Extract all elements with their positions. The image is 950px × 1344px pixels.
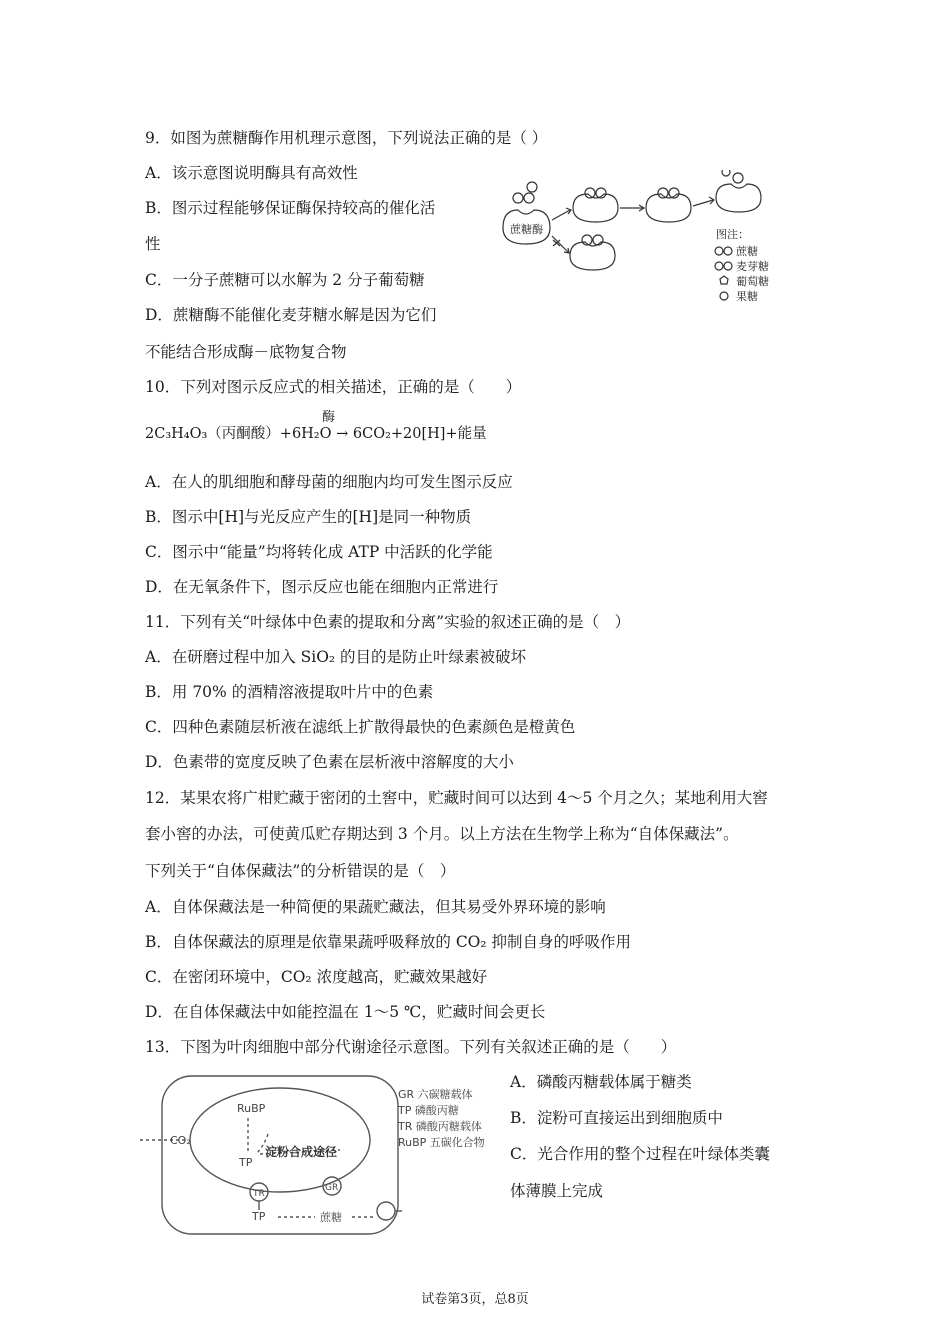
- rubp-label: RuBP: [237, 1102, 266, 1115]
- tp-label-inner: TP: [239, 1156, 253, 1169]
- sucrose-label: 蔗糖: [320, 1211, 342, 1224]
- tr-label: TR: [253, 1189, 265, 1199]
- q10-enzyme-label: 酶: [322, 410, 336, 425]
- legend-gr: GR 六碳糖载体: [398, 1088, 473, 1101]
- q11-option-c: C．四种色素随层析液在滤纸上扩散得最快的色素颜色是橙黄色: [145, 718, 576, 736]
- q9-option-c: C．一分子蔗糖可以水解为 2 分子葡萄糖: [145, 271, 425, 289]
- legend-rubp: RuBP 五碳化合物: [398, 1136, 485, 1149]
- legend-tp: TP 磷酸丙糖: [398, 1104, 459, 1117]
- page-footer: 试卷第3页，总8页: [421, 1292, 529, 1307]
- starch-path-label: 淀粉合成途径: [265, 1145, 338, 1159]
- q13-option-b: B．淀粉可直接运出到细胞质中: [510, 1109, 723, 1127]
- q11-option-b: B．用 70% 的酒精溶液提取叶片中的色素: [145, 683, 434, 701]
- legend-title: 图注：: [716, 228, 749, 241]
- q9-enzyme-diagram: [498, 170, 788, 310]
- q10-option-c: C．图示中“能量”均将转化成 ATP 中活跃的化学能: [145, 543, 493, 561]
- q9-option-b: B．图示过程能够保证酶保持较高的催化活: [145, 199, 436, 217]
- q9-option-d: D．蔗糖酶不能催化麦芽糖水解是因为它们: [145, 306, 437, 324]
- enzyme-label: 蔗糖酶: [510, 223, 543, 236]
- q11-stem: 11．下列有关“叶绿体中色素的提取和分离”实验的叙述正确的是（ ）: [145, 613, 631, 631]
- q13-option-a: A．磷酸丙糖载体属于糖类: [510, 1073, 692, 1091]
- q10-option-a: A．在人的肌细胞和酵母菌的细胞内均可发生图示反应: [145, 473, 513, 491]
- q12-stem-line3: 下列关于“自体保藏法”的分析错误的是（ ）: [145, 862, 456, 880]
- q10-option-b: B．图示中[H]与光反应产生的[H]是同一种物质: [145, 508, 472, 526]
- q9-option-b-cont: 性: [145, 235, 161, 253]
- q9-stem: 9．如图为蔗糖酶作用机理示意图，下列说法正确的是（ ）: [145, 129, 548, 147]
- q11-option-a: A．在研磨过程中加入 SiO₂ 的目的是防止叶绿素被破坏: [145, 648, 527, 666]
- q11-option-d: D．色素带的宽度反映了色素在层析液中溶解度的大小: [145, 753, 514, 771]
- legend-tr: TR 磷酸丙糖载体: [398, 1120, 482, 1133]
- tp-label-outer: TP: [252, 1210, 266, 1223]
- legend-sucrose: 蔗糖: [736, 245, 758, 258]
- legend-glucose: 葡萄糖: [736, 275, 769, 288]
- legend-fructose: 果糖: [736, 290, 758, 303]
- legend-maltose: 麦芽糖: [736, 260, 769, 273]
- q10-equation: 2C₃H₄O₃（丙酮酸）+6H₂O → 6CO₂+20[H]+能量: [145, 426, 487, 442]
- q9-option-a: A．该示意图说明酶具有高效性: [145, 164, 358, 182]
- q10-option-d: D．在无氧条件下，图示反应也能在细胞内正常进行: [145, 578, 499, 596]
- q13-stem: 13．下图为叶肉细胞中部分代谢途径示意图。下列有关叙述正确的是（ ）: [145, 1038, 677, 1056]
- gr-label: GR: [325, 1183, 339, 1193]
- q13-pathway-diagram: [140, 1070, 500, 1240]
- q13-option-c: C．光合作用的整个过程在叶绿体类囊: [510, 1145, 770, 1163]
- co2-label: CO₂: [170, 1134, 191, 1147]
- q10-stem: 10．下列对图示反应式的相关描述，正确的是（ ）: [145, 378, 522, 396]
- q12-stem-line2: 套小窖的办法，可使黄瓜贮存期达到 3 个月。以上方法在生物学上称为“自体保藏法”。: [145, 825, 739, 843]
- q12-option-a: A．自体保藏法是一种简便的果蔬贮藏法，但其易受外界环境的影响: [145, 898, 606, 916]
- q13-option-c-cont: 体薄膜上完成: [510, 1182, 604, 1200]
- q9-option-d-cont: 不能结合形成酶－底物复合物: [145, 343, 347, 361]
- q12-option-c: C．在密闭环境中，CO₂ 浓度越高，贮藏效果越好: [145, 968, 488, 986]
- q12-option-d: D．在自体保藏法中如能控温在 1～5 ℃，贮藏时间会更长: [145, 1003, 546, 1021]
- q12-stem-line1: 12．某果农将广柑贮藏于密闭的土窖中，贮藏时间可以达到 4～5 个月之久；某地利用大窖: [145, 789, 768, 807]
- q12-option-b: B．自体保藏法的原理是依靠果蔬呼吸释放的 CO₂ 抑制自身的呼吸作用: [145, 933, 632, 951]
